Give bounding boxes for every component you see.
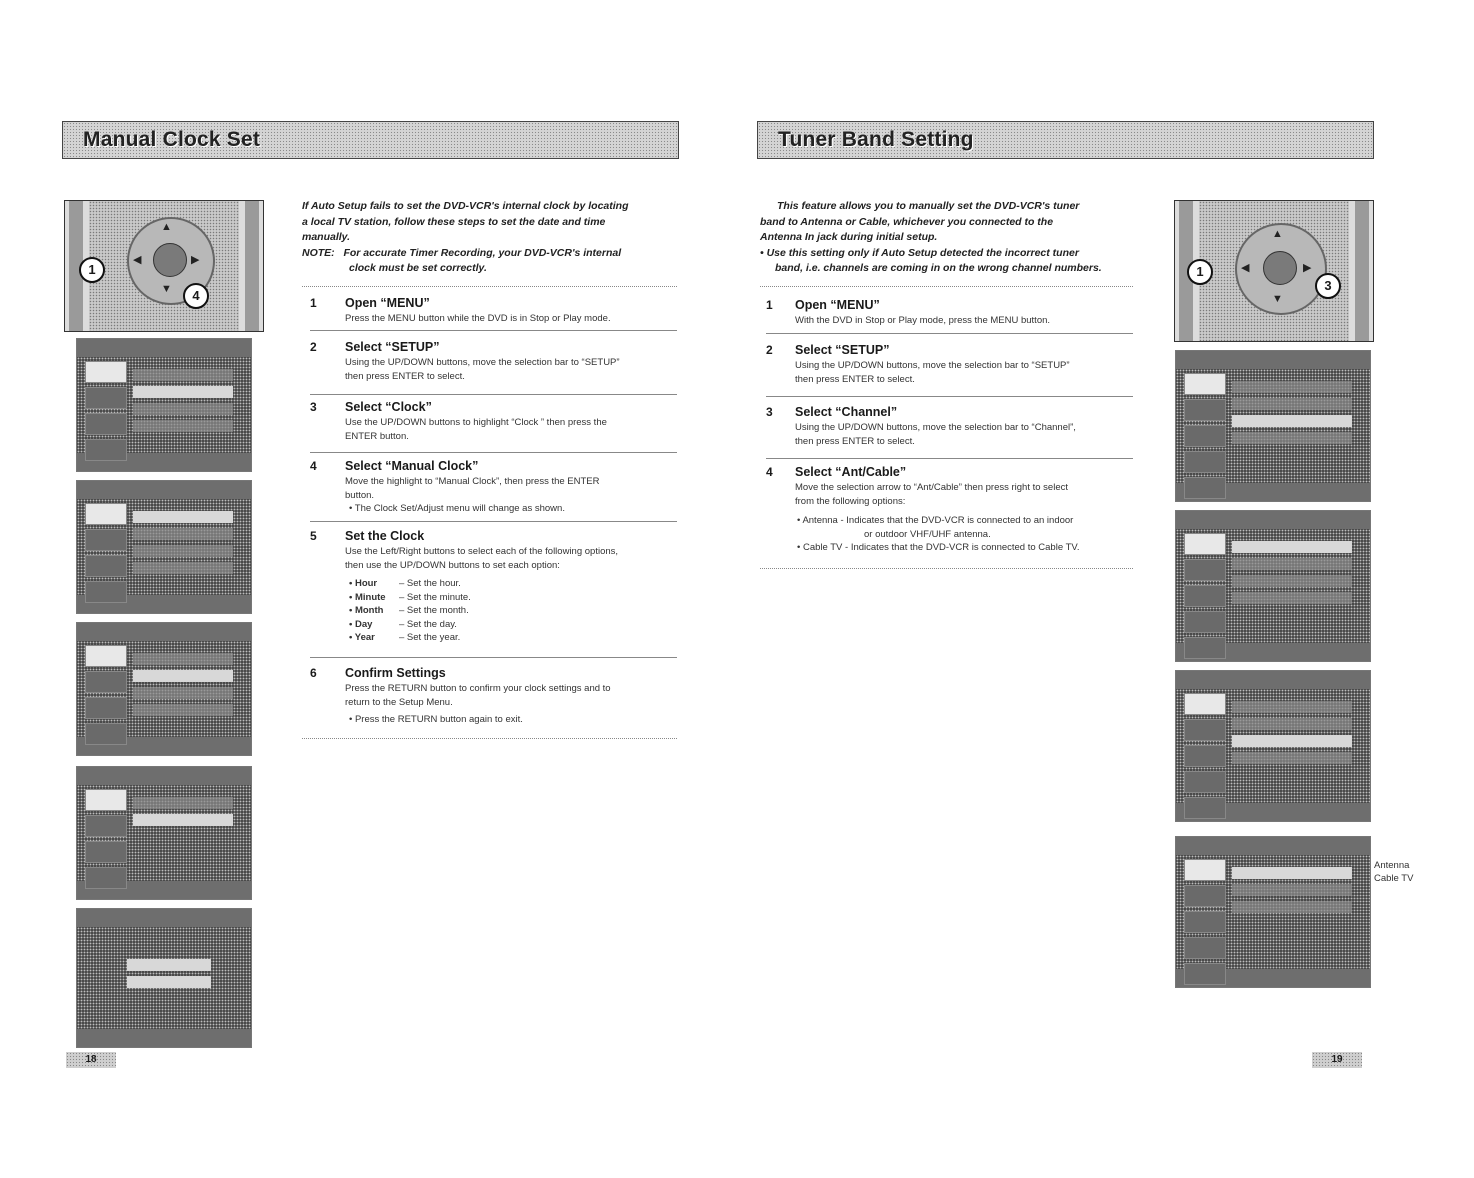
- menu-screenshot: [76, 480, 252, 614]
- menu-screenshot: [1175, 510, 1371, 662]
- page-number: 19: [1312, 1052, 1362, 1068]
- page-number: 18: [66, 1052, 116, 1068]
- option-year: • Year – Set the year.: [349, 632, 461, 643]
- menu-screenshot: [76, 338, 252, 472]
- channel-screenshot: [1175, 836, 1371, 988]
- option-minute: • Minute – Set the minute.: [349, 591, 471, 603]
- step-6: 6 Confirm Settings Press the RETURN button to confirm your clock settings and to return to the Setup Menu. • Press the RETURN button again to exit.: [310, 666, 611, 725]
- step-4: 4 Select “Manual Clock” Move the highlight to “Manual Clock”, then press the ENTER button. • The Clock Set/Adjust menu will change as shown.: [310, 459, 677, 521]
- step-1: 1 Open “MENU” With the DVD in Stop or Play mode, press the MENU button.: [766, 298, 1133, 334]
- menu-screenshot: [76, 622, 252, 756]
- cable-tv-label: Cable TV: [1374, 873, 1414, 884]
- option-hour: • Hour – Set the hour.: [349, 578, 461, 589]
- step-5: 5 Set the Clock Use the Left/Right buttons to select each of the following options, then use the UP/DOWN buttons to set each option: • Hour – Set the hour. • Minute – Set the minute. • Month – Set the month. • Day – Set the day. • Year – Set the year.: [310, 529, 677, 657]
- section-banner-right: [757, 121, 1374, 159]
- section-banner-left: [62, 121, 679, 159]
- intro-text: If Auto Setup fails to set the DVD-VCR's internal clock by locating a local TV station, follow these steps to set the date and time manually. NOTE: For accurate Timer Recording, your DVD-VCR's internal clock must be set correctly.: [302, 200, 629, 274]
- section-title: Tuner Band Setting: [778, 128, 974, 151]
- callout-4: 4: [183, 283, 209, 309]
- antenna-label: Antenna: [1374, 860, 1410, 871]
- step-3: 3 Select “Channel” Using the UP/DOWN buttons, move the selection bar to “Channel”, then press ENTER to select.: [766, 405, 1133, 457]
- step-2: 2 Select “SETUP” Using the UP/DOWN buttons, move the selection bar to “SETUP” then press ENTER to select.: [766, 343, 1133, 395]
- remote-image: ▲ ▼ ◀ ▶ 1 3: [1174, 200, 1374, 342]
- step-4: 4 Select “Ant/Cable” Move the selection arrow to “Ant/Cable” then press right to select from the following options: • Antenna - Indicates that the DVD-VCR is connected to an indoor or outdoor VHF/UHF antenna. • Cable TV - Indicates that the DVD-VCR is connected to Cable TV.: [766, 465, 1080, 553]
- step-1: 1 Open “MENU” Press the MENU button while the DVD is in Stop or Play mode.: [310, 296, 677, 332]
- clock-screenshot: [76, 908, 252, 1048]
- callout-1: 1: [79, 257, 105, 283]
- menu-screenshot: [1175, 350, 1371, 502]
- section-title: Manual Clock Set: [83, 128, 261, 151]
- step-2: 2 Select “SETUP” Using the UP/DOWN buttons, move the selection bar to “SETUP” then press ENTER to select.: [310, 340, 677, 394]
- option-day: • Day – Set the day.: [349, 618, 457, 630]
- menu-screenshot: [1175, 670, 1371, 822]
- step-3: 3 Select “Clock” Use the UP/DOWN buttons to highlight “Clock ” then press the ENTER button.: [310, 400, 677, 452]
- menu-screenshot: [76, 766, 252, 900]
- callout-3: 3: [1315, 273, 1341, 299]
- callout-1: 1: [1187, 259, 1213, 285]
- intro-text: This feature allows you to manually set the DVD-VCR's tuner band to Antenna or Cable, whichever you connected to the Antenna In jack during initial setup. • Use this setting only if Auto Setup detected the incorrect tuner band, i.e. channels are coming in on the wrong channel numbers.: [760, 200, 1102, 274]
- option-month: • Month – Set the month.: [349, 605, 469, 616]
- remote-image: ▲ ▼ ◀ ▶ 1 4: [64, 200, 264, 332]
